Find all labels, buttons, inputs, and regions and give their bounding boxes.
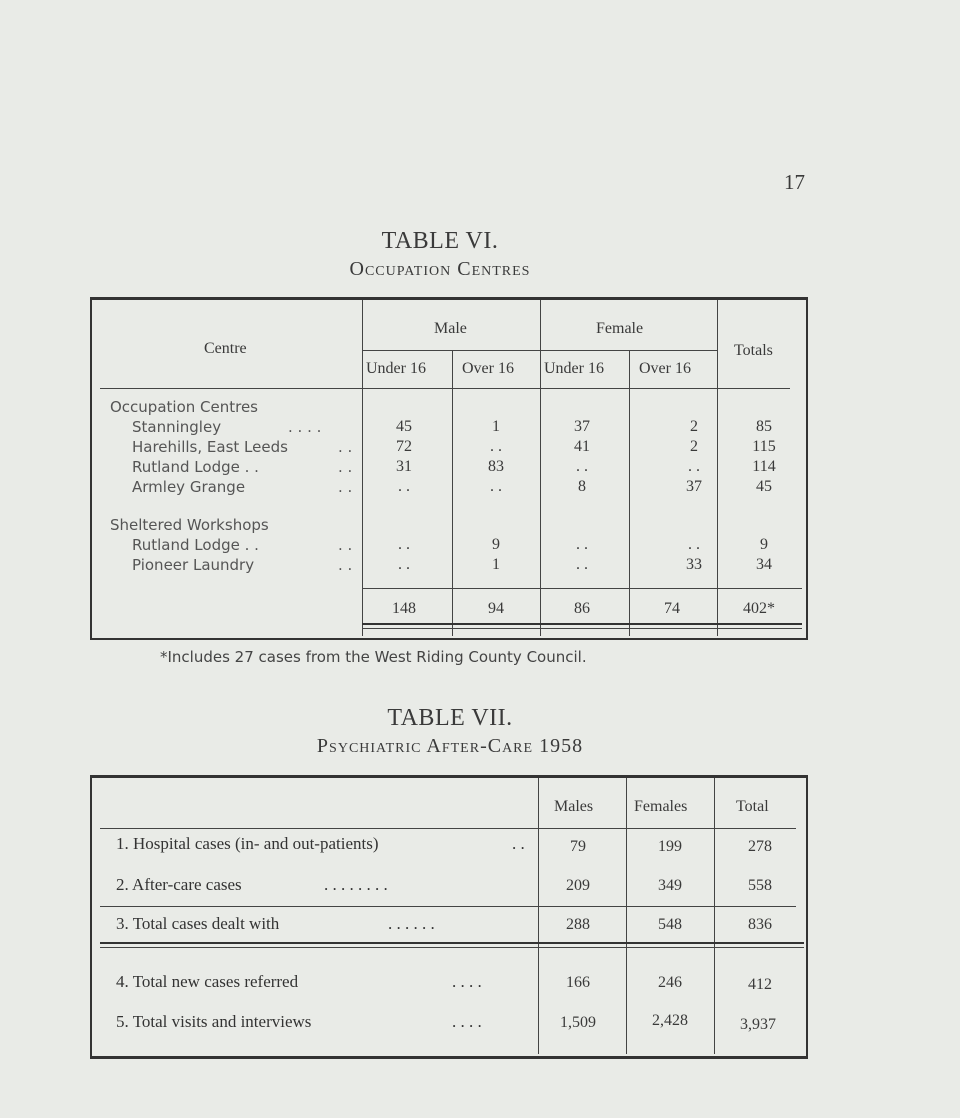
- cell: 288: [566, 916, 590, 933]
- cell: 9: [492, 536, 500, 553]
- row-leader: . .: [338, 458, 353, 476]
- row-label: 5. Total visits and interviews: [116, 1012, 312, 1031]
- row-leader: . .: [338, 478, 353, 496]
- row-label: 2. After-care cases: [116, 875, 242, 894]
- table7: [90, 775, 808, 1059]
- header-male-over16: Over 16: [462, 360, 514, 377]
- header-male: Male: [434, 320, 467, 337]
- cell: 83: [488, 458, 504, 475]
- header-males: Males: [554, 798, 594, 815]
- cell: 209: [566, 877, 590, 894]
- header-total: Total: [736, 798, 769, 815]
- cell: 114: [752, 458, 776, 475]
- cell: . .: [576, 536, 588, 553]
- cell: . .: [688, 458, 700, 475]
- cell: 1: [492, 418, 500, 435]
- header-female-over16: Over 16: [639, 360, 691, 377]
- header-totals: Totals: [734, 342, 773, 359]
- cell: . .: [490, 478, 502, 495]
- cell: . .: [688, 536, 700, 553]
- cell: 74: [664, 600, 680, 617]
- row-label: 1. Hospital cases (in- and out-patients): [116, 834, 379, 853]
- cell: 278: [748, 838, 772, 855]
- cell: 3,937: [740, 1016, 776, 1033]
- row-leader: . .: [512, 834, 525, 853]
- cell: 148: [392, 600, 416, 617]
- cell: 94: [488, 600, 504, 617]
- cell: 37: [686, 478, 702, 495]
- cell: . .: [398, 478, 410, 495]
- cell: 2: [690, 418, 698, 435]
- cell: 2: [690, 438, 698, 455]
- cell: 9: [760, 536, 768, 553]
- cell: 402*: [743, 600, 775, 617]
- cell: 79: [570, 838, 586, 855]
- cell: 1: [492, 556, 500, 573]
- table7-title: TABLE VII.: [387, 705, 513, 731]
- cell: 45: [756, 478, 772, 495]
- cell: 1,509: [560, 1014, 596, 1031]
- row-leader: . .: [338, 438, 353, 456]
- cell: . .: [398, 556, 410, 573]
- section-sheltered-workshops: Sheltered Workshops: [110, 516, 269, 534]
- cell: 412: [748, 976, 772, 993]
- cell: 33: [686, 556, 702, 573]
- cell: 166: [566, 974, 590, 991]
- section-occupation-centres: Occupation Centres: [110, 398, 258, 416]
- page-number: 17: [784, 170, 805, 194]
- cell: 558: [748, 877, 772, 894]
- cell: 2,428: [652, 1012, 688, 1029]
- cell: 31: [396, 458, 412, 475]
- row-label: Stanningley: [132, 418, 222, 436]
- table6-title: TABLE VI.: [381, 228, 499, 254]
- cell: 37: [574, 418, 590, 435]
- row-leader: . . . .: [452, 1012, 482, 1031]
- cell: 86: [574, 600, 590, 617]
- row-leader: . .: [338, 536, 353, 554]
- cell: 45: [396, 418, 412, 435]
- cell: 548: [658, 916, 682, 933]
- row-label: Armley Grange: [132, 478, 246, 496]
- cell: 85: [756, 418, 772, 435]
- cell: 72: [396, 438, 412, 455]
- cell: 34: [756, 556, 772, 573]
- cell: 115: [752, 438, 776, 455]
- footnote: *Includes 27 cases from the West Riding County Council.: [160, 648, 587, 666]
- row-leader: . .: [338, 556, 353, 574]
- cell: . .: [576, 458, 588, 475]
- header-female-under16: Under 16: [544, 360, 604, 377]
- cell: 8: [578, 478, 586, 495]
- row-leader: . . . . . . . .: [324, 875, 388, 894]
- cell: . .: [398, 536, 410, 553]
- header-female: Female: [596, 320, 644, 337]
- row-label: 4. Total new cases referred: [116, 972, 299, 991]
- table7-subtitle: Psychiatric After-Care 1958: [316, 735, 584, 757]
- cell: . .: [490, 438, 502, 455]
- cell: . .: [576, 556, 588, 573]
- cell: 246: [658, 974, 682, 991]
- table6: [90, 297, 808, 640]
- row-label: 3. Total cases dealt with: [116, 914, 280, 933]
- cell: 836: [748, 916, 772, 933]
- header-centre: Centre: [204, 340, 247, 357]
- cell: 349: [658, 877, 682, 894]
- cell: 41: [574, 438, 590, 455]
- row-label: Rutland Lodge . .: [132, 458, 259, 476]
- row-leader: . . . .: [288, 418, 322, 436]
- row-leader: . . . .: [452, 972, 482, 991]
- row-label: Pioneer Laundry: [132, 556, 255, 574]
- cell: 199: [658, 838, 682, 855]
- header-females: Females: [634, 798, 688, 815]
- row-leader: . . . . . .: [388, 914, 435, 933]
- row-label: Harehills, East Leeds: [132, 438, 288, 456]
- row-label: Rutland Lodge . .: [132, 536, 259, 554]
- table6-subtitle: Occupation Centres: [349, 258, 531, 280]
- header-male-under16: Under 16: [366, 360, 426, 377]
